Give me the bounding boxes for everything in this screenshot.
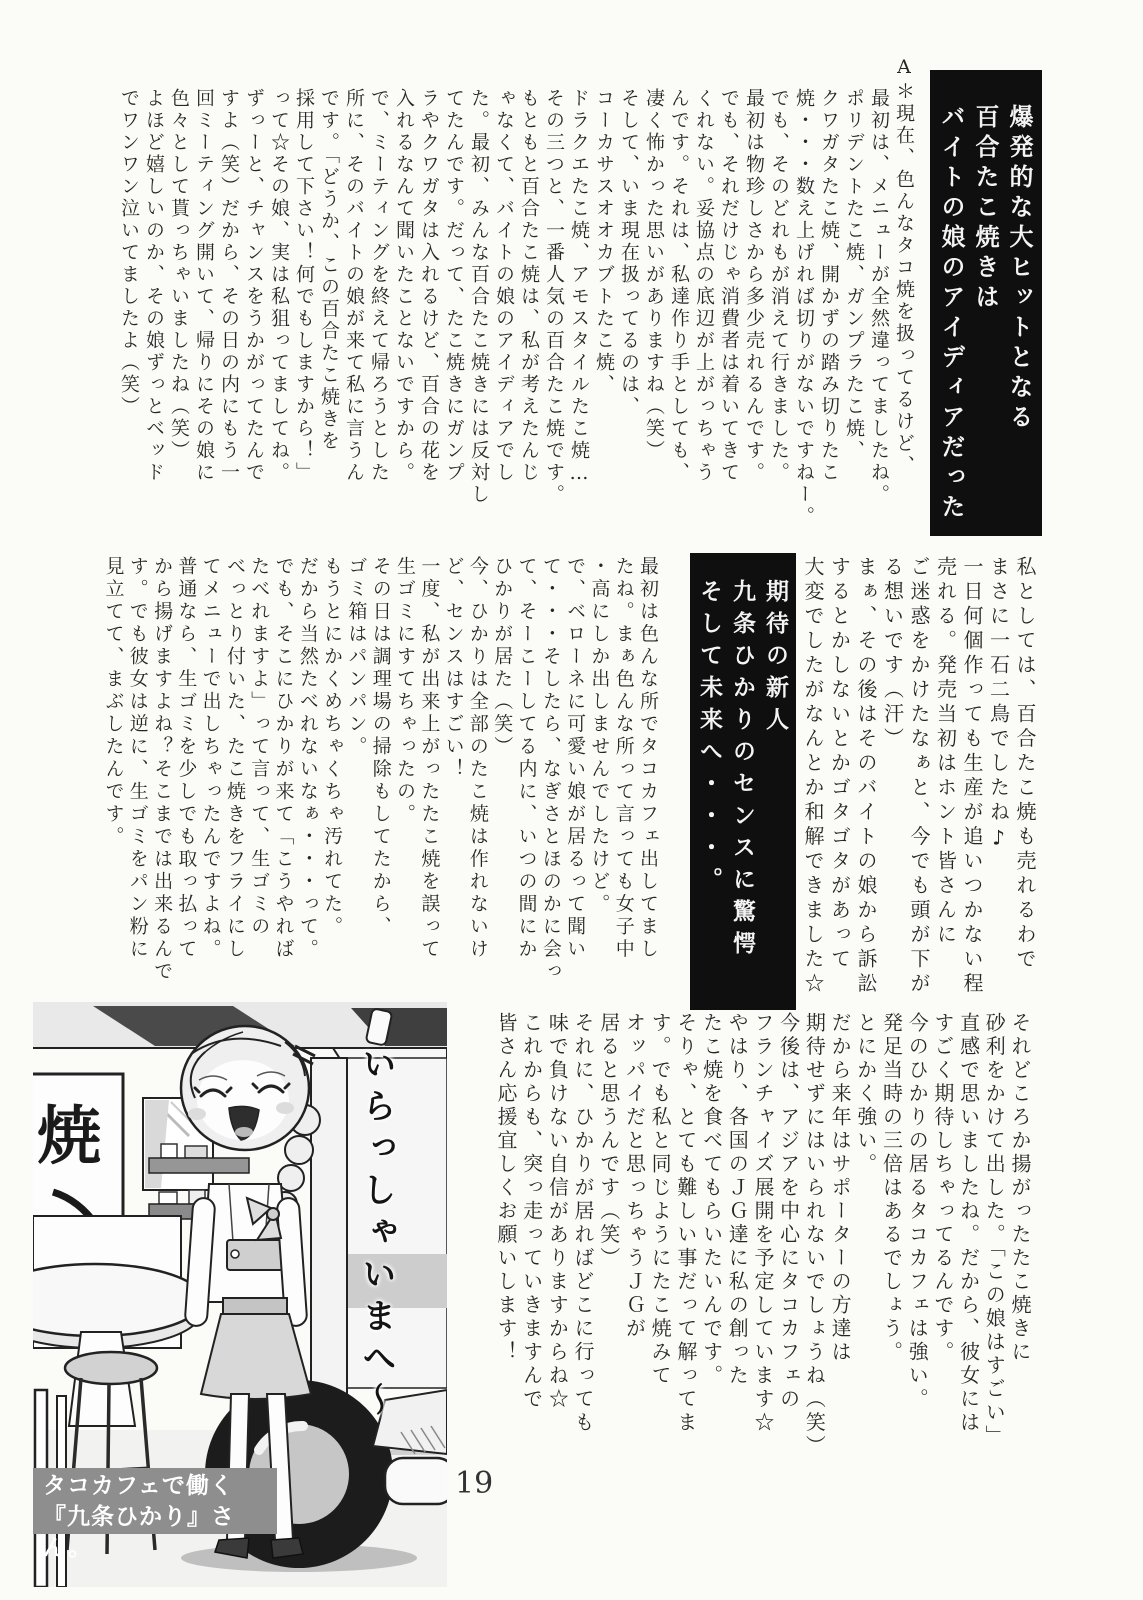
text-column: だから当然たべれないなぁ・・・って。: [296, 556, 319, 961]
interview-text-middle-left: [102, 556, 660, 1026]
text-column: やはり、各国のＪＧ達に私の創った: [725, 1012, 750, 1388]
door-panel: [311, 1058, 347, 1396]
text-column: するとかしないとかゴタゴタがあって: [827, 556, 852, 973]
text-column: たね。まぁ色んな所って言っても女子中: [612, 556, 635, 961]
text-column: 見立てて、まぶしたんです。: [102, 556, 125, 849]
text-column: 所に、そのバイトの娘が来て私に言うん: [343, 88, 365, 484]
text-column: てたんです。だって、たこ焼きにガンプ: [443, 88, 465, 484]
text-column: て、そーこーしてる内に、いつの間にか: [515, 556, 538, 961]
text-column: でも、そのどれもが消えて行きました。: [768, 88, 790, 484]
text-column: 一日何個作っても生産が追いつかない程: [960, 556, 984, 997]
text-column: その三つと、一番人気の百合たこ焼です。: [543, 88, 565, 506]
text-column: ど、センスはすごい！: [442, 556, 465, 781]
text-column: って☆その娘、実は私狙ってましてね。: [268, 88, 290, 484]
text-column: 期待せずにはいられないでしょうね（笑）: [802, 1012, 827, 1459]
text-column: ひかりが居た（笑）: [491, 556, 514, 759]
text-column: てメニューで出しちゃったんですよね。: [199, 556, 222, 961]
text-column: そして未来へ・・・。: [696, 579, 722, 899]
text-column: とにかく強い。: [853, 1012, 878, 1177]
text-column: そりゃ、とても難しい事だって解ってま: [673, 1012, 698, 1435]
text-column: 百合たこ焼きは: [971, 104, 999, 314]
interview-text-bottom: [492, 1012, 1032, 1470]
text-column: 爆発的な大ヒットとなる: [1005, 104, 1033, 434]
text-column: バイトの娘のアイディアだった: [937, 104, 965, 524]
text-column: ラやクワガタは入れるけど、百合の花を: [418, 88, 440, 484]
text-column: 皆さん応援宜しくお願いします！: [493, 1012, 518, 1365]
text-column: だから来年はサポーターの方達は: [828, 1012, 853, 1365]
text-column: それどころか揚がったたこ焼きに: [1008, 1012, 1032, 1365]
text-column: 今のひかりの居るタコカフェは強い。: [905, 1012, 930, 1412]
text-column: クワガタたこ焼、開かずの踏み切りたこ: [818, 88, 840, 484]
text-column: 期待の新人: [762, 579, 788, 739]
text-column: よほど嬉しいのか、その娘ずっとベッド: [143, 88, 165, 484]
text-column: 居ると思うんです（笑）: [596, 1012, 621, 1271]
text-column: ・高にしか出しませんでしたけど。: [588, 556, 611, 916]
text-column: 九条ひかりのセンスに驚愕: [729, 579, 755, 963]
text-column: 一度、私が出来上がったたこ焼を誤って: [418, 556, 441, 961]
text-column: コーカサスオオカブトたこ焼、: [593, 88, 615, 396]
text-column: もうとにかくめちゃくちゃ汚れてた。: [321, 556, 344, 939]
text-column: 最初は物珍しさから多少売れるんです。: [743, 88, 765, 484]
text-column: て・・・そしたら、なぎさとほのかに会っ: [539, 556, 562, 984]
text-column: そして、いま現在扱ってるのは、: [618, 88, 640, 418]
text-column: 生ゴミにすてちゃったの。: [394, 556, 417, 826]
text-column: 大変でしたがなんとか和解できました☆: [801, 556, 825, 997]
text-column: これからも、突っ走っていきますんで: [519, 1012, 544, 1412]
text-column: から揚げますよね？そこまでは出来るんで: [151, 556, 174, 984]
text-column: でも、そこにひかりが来て「こうやれば: [272, 556, 295, 961]
text-column: 普通なら、生ゴミを少しでも取っ払って: [175, 556, 198, 961]
text-column: す。でも彼女は逆に、生ゴミをパン粉に: [126, 556, 149, 961]
text-column: 採用して下さい！何でもしますから！」: [293, 88, 315, 484]
text-column: 入れるなんて聞いたことないですから。: [393, 88, 415, 484]
text-column: 今後は、アジアを中心にタコカフェの: [776, 1012, 801, 1412]
headline-banner-middle: [690, 553, 796, 1010]
text-column: 凄く怖かった思いがありますね（笑）: [643, 88, 665, 462]
text-column: 回ミーティング開いて、帰りにその娘に: [193, 88, 215, 484]
text-column: で、ベローネに可愛い娘が居るって聞い: [564, 556, 587, 961]
sign-character: 焼: [37, 1100, 101, 1174]
headline-banner-top: [930, 70, 1042, 536]
text-column: る想いです（汗）: [880, 556, 905, 752]
text-column: た。最初、みんな百合たこ焼きには反対し: [468, 88, 490, 506]
text-column: すよ（笑）だから、その日の内にもう一: [218, 88, 240, 484]
text-column: で、ミーティングを終えて帰ろうとした: [368, 88, 390, 484]
text-column: でも、それだけじゃ消費者は着いてきて: [718, 88, 740, 484]
text-column: ドラクエたこ焼、アモスタイルたこ焼…: [568, 88, 590, 487]
text-column: べっとり付いた、たこ焼きをフライにし: [223, 556, 246, 961]
text-column: 色々として貰っちゃいましたね（笑）: [168, 88, 190, 462]
text-column: ポリデントたこ焼、ガンプラたこ焼、: [843, 88, 865, 462]
text-column: A＊現在、色んなタコ焼を扱ってるけど、: [893, 56, 915, 477]
text-column: 味で負けない自信がありますからね☆: [545, 1012, 570, 1412]
text-column: たこ焼を食べてもらいたいんです。: [699, 1012, 724, 1388]
text-column: んです。それは、私達作り手としても、: [668, 88, 690, 484]
text-column: す。でも私と同じようにたこ焼みて: [648, 1012, 673, 1388]
caption-line-1: タコカフェで働く: [43, 1473, 234, 1499]
text-column: たべれますよ」って言って、生ゴミの: [248, 556, 271, 939]
text-column: オッパイだと思っちゃうＪＧが: [622, 1012, 647, 1341]
page-number: 19: [455, 1466, 494, 1501]
text-column: 発足当時の三倍はあるでしょう。: [879, 1012, 904, 1365]
text-column: 売れる。発売当初はホント皆さんに: [933, 556, 958, 948]
text-column: まぁ、その後はそのバイトの娘から訴訟: [854, 556, 878, 997]
interview-text-top: [116, 56, 916, 576]
interview-text-middle-right: [798, 556, 1038, 1018]
text-column: くれない。妥協点の底辺が上がっちゃう: [693, 88, 715, 484]
text-column: フランチャイズ展開を予定しています☆: [750, 1012, 775, 1435]
text-column: 私としては、百合たこ焼も売れるわで: [1013, 556, 1037, 973]
text-column: 焼・・・数え上げれば切りがないですねー。: [793, 88, 815, 528]
text-column: ゴミ箱はパンパン。: [345, 556, 368, 759]
text-column: ゃなくて、バイトの娘のアイディアでし: [493, 88, 515, 484]
text-column: ご迷惑をかけたなぁと、今でも頭が下が: [907, 556, 931, 997]
text-column: ずっーと、チャンスをうかがってたんで: [243, 88, 265, 484]
greeting-text: いらっしゃいまへ〜: [356, 1046, 396, 1424]
right-shoe: [271, 1538, 303, 1558]
text-column: それに、ひかりが居ればどこに行っても: [571, 1012, 596, 1435]
text-column: 最初は色んな所でタコカフェ出してまし: [637, 556, 659, 961]
text-column: まさに一石二鳥でしたね♪: [986, 556, 1011, 854]
text-column: すごく期待しちゃってるんです。: [930, 1012, 955, 1365]
text-column: 今、ひかりは全部のたこ焼は作れないけ: [466, 556, 489, 961]
text-column: 砂利をかけて出した。「この娘はすごい」: [982, 1012, 1007, 1449]
text-column: でワンワン泣いてましたよ（笑）: [118, 88, 140, 418]
text-column: です。「どうか、この百合たこ焼きを: [318, 88, 340, 453]
caption-line-2: 『九条ひかり』さん。: [43, 1504, 235, 1561]
text-column: もともと百合たこ焼は、私が考えたんじ: [518, 88, 540, 484]
text-column: 最初は、メニューが全然違ってましたね。: [868, 88, 890, 506]
caption-box: [33, 1468, 277, 1561]
text-column: その日は調理場の掃除もしてたから、: [369, 556, 392, 939]
text-column: 直感で思いましたね。だから、彼女には: [956, 1012, 981, 1435]
